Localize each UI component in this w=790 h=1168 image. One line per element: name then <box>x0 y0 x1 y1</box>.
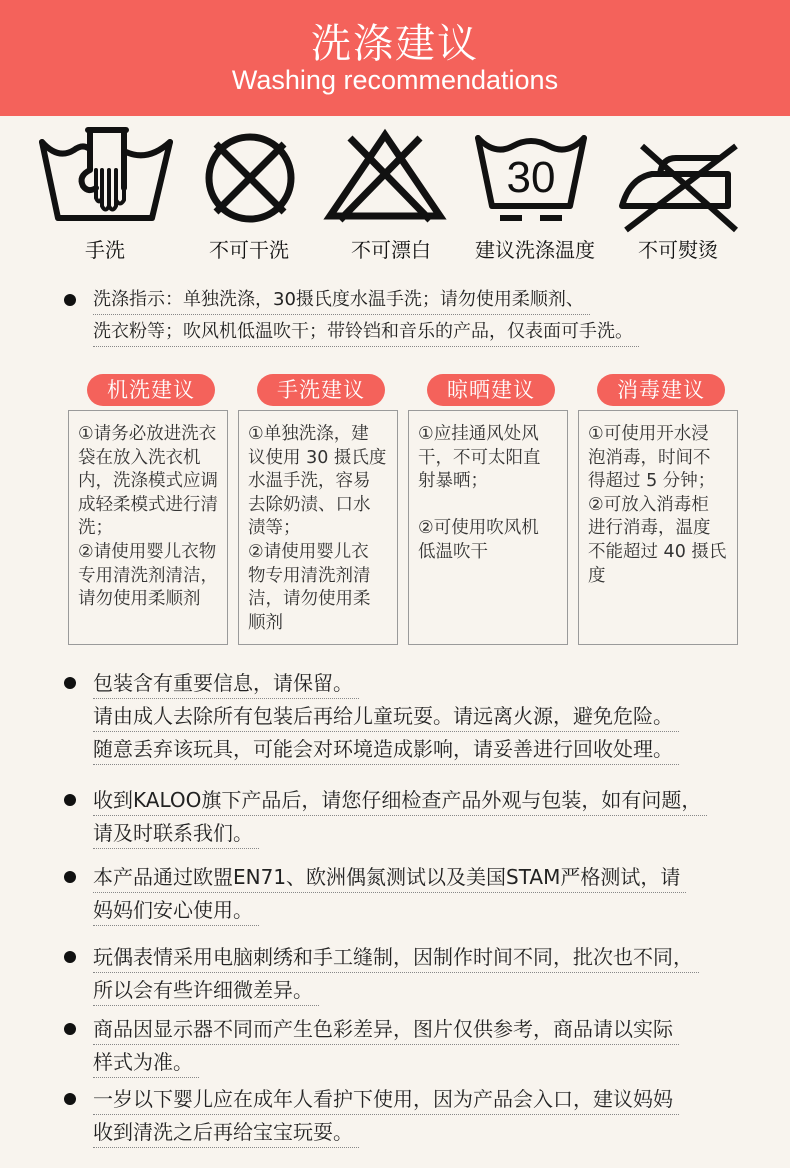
note-text: 本产品通过欧盟EN71、欧洲偶氮测试以及美国STAM严格测试，请 <box>93 863 686 893</box>
care-label-no-bleach: 不可漂白 <box>351 238 431 262</box>
card-line: 度 <box>588 565 606 586</box>
card-drying <box>408 410 568 645</box>
card-line: ②请使用婴儿衣 <box>248 541 369 562</box>
note-text: 随意丢弃该玩具，可能会对环境造成影响，请妥善进行回收处理。 <box>93 735 679 765</box>
card-line: ①单独洗涤，建 <box>248 424 369 444</box>
card-line: 内，洗涤模式应调 <box>78 471 218 492</box>
card-line: 成轻柔模式进行清 <box>78 494 218 515</box>
note-text: 所以会有些许细微差异。 <box>93 976 319 1006</box>
bullet-icon <box>64 794 76 806</box>
card-line: 顺剂 <box>248 612 283 633</box>
note-lines <box>93 1013 679 1079</box>
card-line: 请勿使用柔顺剂 <box>78 589 201 610</box>
note-embroidery <box>64 941 699 1007</box>
hand-thumb <box>82 130 96 190</box>
text-line <box>93 1116 679 1149</box>
note-text: 收到清洗之后再给宝宝玩耍。 <box>93 1118 359 1148</box>
card-line: ①可使用开水浸 <box>588 424 709 444</box>
note-lines <box>93 1083 679 1149</box>
bullet-icon <box>64 871 76 883</box>
text-line <box>93 733 679 766</box>
card-machine-wash <box>68 410 228 645</box>
note-text: 请由成人去除所有包装后再给儿童玩耍。请远离火源，避免危险。 <box>93 702 679 732</box>
bullet-icon <box>64 294 76 306</box>
note-lines <box>93 284 639 348</box>
instruction-text: 洗涤指示：单独洗涤，30摄氏度水温手洗；请勿使用柔顺剂、 <box>93 286 590 315</box>
text-line <box>93 974 699 1007</box>
care-label-no-iron: 不可熨烫 <box>638 238 718 262</box>
bullet-icon <box>64 1093 76 1105</box>
card-line: 袋在放入洗衣机 <box>78 447 201 468</box>
text-line <box>93 667 679 700</box>
note-infant-supervision <box>64 1083 679 1149</box>
header-banner <box>0 0 790 116</box>
card-line: 干，不可太阳直 <box>418 447 541 468</box>
card-line: 去除奶渍、口水 <box>248 494 371 515</box>
no-iron-icon <box>612 136 744 234</box>
card-line: ①应挂通风处风 <box>418 424 539 444</box>
card-line: 洗； <box>78 518 113 539</box>
care-label-no-dry-clean: 不可干洗 <box>209 238 289 262</box>
card-title-drying: 晾晒建议 <box>427 374 555 406</box>
text-line <box>93 284 639 316</box>
note-lines <box>93 941 699 1007</box>
care-label-hand-wash: 手洗 <box>85 238 125 262</box>
instruction-text: 洗衣粉等；吹风机低温吹干；带铃铛和音乐的产品，仅表面可手洗。 <box>93 318 639 347</box>
note-packaging <box>64 667 679 766</box>
text-line <box>93 784 707 817</box>
note-color-difference <box>64 1013 679 1079</box>
note-lines <box>93 861 686 927</box>
card-title-machine-wash: 机洗建议 <box>87 374 215 406</box>
care-label-wash-temp: 建议洗涤温度 <box>475 238 595 262</box>
note-text: 玩偶表情采用电脑刺绣和手工缝制，因制作时间不同，批次也不同， <box>93 943 699 973</box>
text-line <box>93 316 639 348</box>
card-line: ②可放入消毒柜 <box>588 494 709 515</box>
page-title: 洗涤建议 <box>311 21 479 67</box>
tub-outline <box>42 130 170 218</box>
card-line: ②请使用婴儿衣物 <box>78 541 217 562</box>
hand-fingers <box>96 170 124 210</box>
bullet-icon <box>64 951 76 963</box>
card-line: 得超过 5 分钟； <box>588 471 716 492</box>
card-line: ①请务必放进洗衣 <box>78 424 217 444</box>
text-line <box>93 861 686 894</box>
card-title-disinfection: 消毒建议 <box>597 374 725 406</box>
no-bleach-icon <box>322 128 448 224</box>
card-title-hand-wash: 手洗建议 <box>257 374 385 406</box>
card-line: 不能超过 40 摄氏 <box>588 541 727 562</box>
card-disinfection <box>578 410 738 645</box>
note-inspection <box>64 784 707 850</box>
note-text: 收到KALOO旗下产品后，请您仔细检查产品外观与包装，如有问题， <box>93 786 707 816</box>
text-line <box>93 894 686 927</box>
water-wave <box>478 138 584 150</box>
text-line <box>93 1083 679 1116</box>
note-lines <box>93 784 707 850</box>
card-line: 议使用 30 摄氏度 <box>248 447 387 468</box>
note-text: 包装含有重要信息，请保留。 <box>93 669 359 699</box>
card-line: 专用清洗剂清洁， <box>78 565 218 586</box>
water-wave <box>42 142 88 154</box>
card-hand-wash <box>238 410 398 645</box>
card-line: 物专用清洗剂清 <box>248 565 371 586</box>
note-text: 样式为准。 <box>93 1048 199 1078</box>
card-line: 进行消毒，温度 <box>588 518 711 539</box>
cross-mark <box>216 144 284 212</box>
note-text: 妈妈们安心使用。 <box>93 896 259 926</box>
wash-temperature-icon <box>470 128 592 228</box>
bullet-icon <box>64 677 76 689</box>
text-line <box>93 700 679 733</box>
note-text: 一岁以下婴儿应在成年人看护下使用，因为产品会入口，建议妈妈 <box>93 1085 679 1115</box>
card-line: 泡消毒，时间不 <box>588 447 711 468</box>
card-line: ②可使用吹风机 <box>418 518 539 539</box>
text-line <box>93 941 699 974</box>
note-text: 商品因显示器不同而产生色彩差异，图片仅供参考，商品请以实际 <box>93 1015 679 1045</box>
card-line: 低温吹干 <box>418 541 488 562</box>
card-line: 渍等； <box>248 518 301 539</box>
note-certification <box>64 861 686 927</box>
no-dry-clean-icon <box>200 128 300 228</box>
text-line <box>93 1013 679 1046</box>
card-line: 射暴晒； <box>418 471 488 492</box>
note-lines <box>93 667 679 766</box>
text-line <box>93 817 707 850</box>
water-wave <box>126 142 170 155</box>
text-line <box>93 1046 679 1079</box>
wash-temperature-value: 30 <box>506 153 556 202</box>
note-text: 请及时联系我们。 <box>93 819 259 849</box>
card-line: 洁，请勿使用柔 <box>248 589 371 610</box>
bullet-icon <box>64 1023 76 1035</box>
hand-wash-icon <box>36 126 176 224</box>
card-line: 水温手洗，容易 <box>248 471 371 492</box>
page-subtitle: Washing recommendations <box>231 65 559 95</box>
washing-instructions <box>64 284 639 348</box>
